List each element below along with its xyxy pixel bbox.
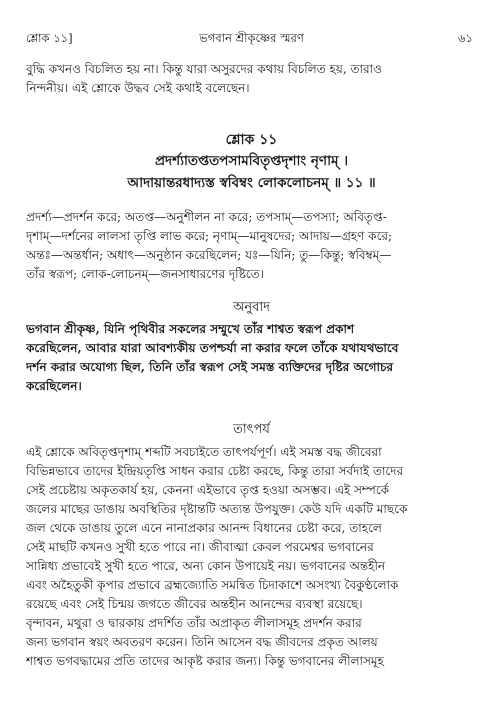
text-line: বুদ্ধি কখনও বিচলিত হয় না। কিন্তু যারা অসুরদের কথায় বিচলিত হয়, তারাও [26,62,382,76]
text-line: জন্য ভগবান স্বয়ং অবতরণ করেন। তিনি আসেন বদ্ধ জীবদের প্রকৃত আলয় [26,635,378,649]
verse-line: আদায়ান্তরধাদ্যস্ত স্ববিম্বং লোকলোচনম্ ॥ ১১ ॥ [127,175,376,191]
text-line: সেই মাছটি কখনও সুখী হতে পারে না। জীবাত্মা কেবল পরমেশ্বর ভগবানের [26,540,374,554]
text-line: বৃন্দাবন, মথুরা ও দ্বারকায় প্রদর্শিত তাঁর অপ্রাকৃত লীলাসমূহ প্রদর্শন করার [26,616,362,630]
text-line: এবং অহৈতুকী কৃপার প্রভাবে ব্রহ্মজ্যোতি সমন্বিত চিদাকাশে অসংখ্য বৈকুণ্ঠলোক [26,578,399,592]
intro-paragraph [26,60,477,98]
text-line: দৃশাম্—দর্শনের লালসা তৃপ্তি লাভ করে; নৃণাম্—মানুষদের; আদায়—গ্রহণ করে; [26,229,393,243]
verse-line: প্রদর্শ্যাতপ্ততপসামবিতৃপ্তদৃশাং নৃণাম্ । [154,153,349,169]
purport-paragraph [26,443,477,671]
text-line: জলের মাছের ডাঙায় অবস্থিতির দৃষ্টান্তটি অত্যন্ত উপযুক্ত। কেউ যদি একটি মাছকে [26,502,408,516]
text-line: অন্তঃ—অন্তর্ধান; অধাৎ—অনুষ্ঠান করেছিলেন; যঃ—যিনি; তু—কিন্তু; স্ববিম্বম্— [26,248,392,262]
text-line: নিন্দনীয়। এই শ্লোকে উদ্ধব সেই কথাই বলেছেন। [26,81,250,95]
text-line: জল থেকে ডাঙায় তুলে এনে নানাপ্রকার আনন্দ বিধানের চেষ্টা করে, তাহলে [26,521,382,535]
text-line: করেছিলেন, আবার যারা আবশ্যকীয় তপশ্চর্যা না করার ফলে তাঁকে যথাযথভাবে [26,341,399,355]
purport-heading: তাৎপর্য [233,422,270,437]
synonyms-paragraph [26,208,477,284]
text-line: সান্নিধ্য প্রভাবেই সুখী হতে পারে, অন্য কোন উপায়েই নয়। ভগবানের অন্তহীন [26,559,386,573]
text-line: শাশ্বত ভগবদ্ধামের প্রতি তাদের আকৃষ্ট করার জন্য। কিন্তু ভগবানের লীলাসমূহ [26,654,384,668]
header-page-number: ৬১ [458,31,473,45]
text-line: প্রদর্শ্য—প্রদর্শন করে; অতপ্ত—অনুশীলন না করে; তপসাম্—তপস্যা; অবিতৃপ্ত- [26,210,387,224]
translation-heading: অনুবাদ [233,300,270,315]
text-line: সেই প্রচেষ্টায় অকৃতকার্য হয়, কেননা এইভাবে তৃপ্ত হওয়া অসম্ভব। এই সম্পর্কে [26,483,390,497]
verse-title: শ্লোক ১১ [225,132,278,148]
text-line: করেছিলেন। [26,379,82,393]
text-line: বিভিন্নভাবে তাদের ইন্দ্রিয়তৃপ্তি সাধন করার চেষ্টা করছে, কিন্তু তারা সর্বদাই তাদের [26,464,404,478]
header-chapter-title: ভগবান শ্রীকৃষ্ণের স্মরণ [199,31,304,45]
translation-paragraph [26,320,477,396]
text-line: এই শ্লোকে অবিতৃপ্তদৃশাম্ শব্দটি সবচাইতে তাৎপর্যপূর্ণ। এই সমস্ত বদ্ধ জীবেরা [26,445,382,459]
header-verse-ref: শ্লোক ১১] [26,31,73,45]
text-line: তাঁর স্বরূপ; লোক-লোচনম্—জনসাধারণের দৃষ্টিতে। [26,267,264,281]
text-line: ভগবান শ্রীকৃষ্ণ, যিনি পৃথিবীর সকলের সম্মুখে তাঁর শাশ্বত স্বরূপ প্রকাশ [26,322,355,336]
text-line: রয়েছে এবং সেই চিন্ময় জগতে জীবের অন্তহীন আনন্দের ব্যবস্থা রয়েছে। [26,597,363,611]
text-line: দর্শন করার অযোগ্য ছিল, তিনি তাঁর স্বরূপ সেই সমস্ত ব্যক্তিদের দৃষ্টির অগোচর [26,360,394,374]
